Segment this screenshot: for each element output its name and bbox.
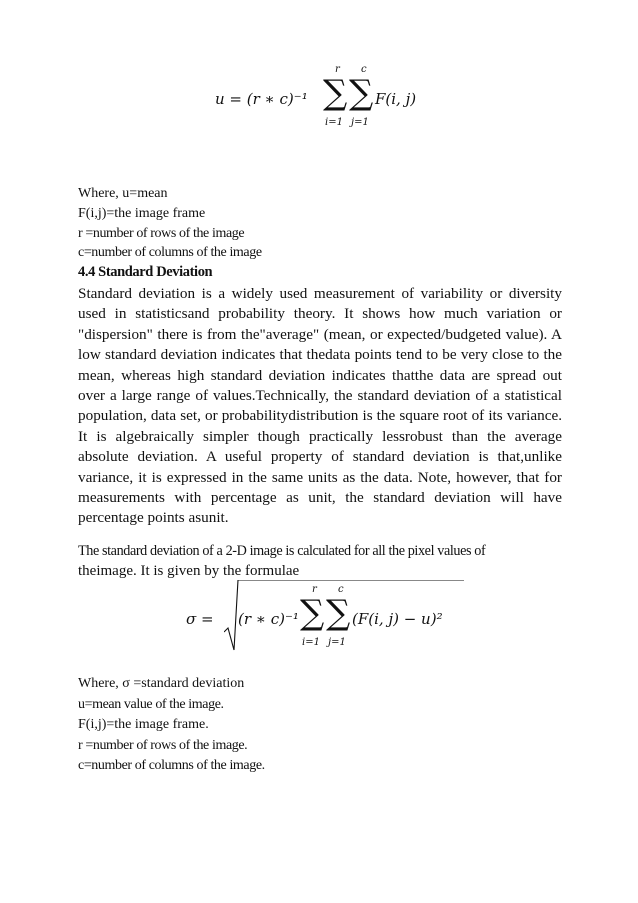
sd-outer-sum-upper-limit: r [312,584,317,595]
paragraph-line: The standard deviation of a 2-D image is calculated for all the pixel values of [78,543,486,559]
sd-inner-summation-symbol: ∑ [326,593,351,633]
paragraph-line: theimage. It is given by the formulae [78,563,300,579]
sd-outer-summation-symbol: ∑ [300,593,325,633]
sd-definition-line: F(i,j)=the image frame. [78,717,209,732]
sd-definition-line: c=number of columns of the image. [78,758,265,773]
section-heading: 4.4 Standard Deviation [78,264,213,280]
mean-definition-line: c=number of columns of the image [78,245,262,260]
mean-summand: F(i, j) [375,90,417,108]
sd-definition-line: u=mean value of the image. [78,697,224,712]
sd-factor: (r ∗ c)⁻¹ [238,610,299,628]
inner-sum-upper-limit: c [361,64,367,75]
standard-deviation-equation [186,562,456,652]
outer-sum-lower-limit: i=1 [325,117,343,128]
mean-definition-line: r =number of rows of the image [78,226,245,241]
mean-definition-line: Where, u=mean [78,186,168,201]
sd-inner-sum-upper-limit: c [338,584,344,595]
sd-inner-sum-lower-limit: j=1 [328,637,346,648]
mean-definition-line: F(i,j)=the image frame [78,206,206,221]
mean-equation-lhs: u = (r ∗ c)⁻¹ [215,90,308,108]
sd-equation-lhs: σ = [186,610,214,628]
sd-definition-line: r =number of rows of the image. [78,738,248,753]
sd-outer-sum-lower-limit: i=1 [302,637,320,648]
outer-summation-symbol: ∑ [323,73,348,113]
inner-summation-symbol: ∑ [349,73,374,113]
sd-definition-line: Where, σ =standard deviation [78,676,245,691]
mean-equation [215,62,445,142]
sd-summand: (F(i, j) − u)² [352,610,443,628]
inner-sum-lower-limit: j=1 [351,117,369,128]
outer-sum-upper-limit: r [335,64,340,75]
paragraph-text: Standard deviation is a widely used measurement of variability or diversity used in statisticsand probability theory. It shows how much variation or "dispersion" there is from the"average" (mean, or expected/budgeted value). A low standard deviation indicates that thedata points tend to be very close to the mean, whereas high standard deviation indicates thatthe data are spread out over a large range of values.Technically, the standard deviation of a statistical population, data set, or probabilitydistribution is the square root of its variance. It is algebraically simpler though practically lessrobust than the average absolute deviation. A useful property of standard deviation is that,unlike variance, it is expressed in the same units as the data. Note, however, that for measurements with percentage as unit, the standard deviation will have percentage points asunit. [78,285,562,527]
body-paragraph [78,284,562,529]
